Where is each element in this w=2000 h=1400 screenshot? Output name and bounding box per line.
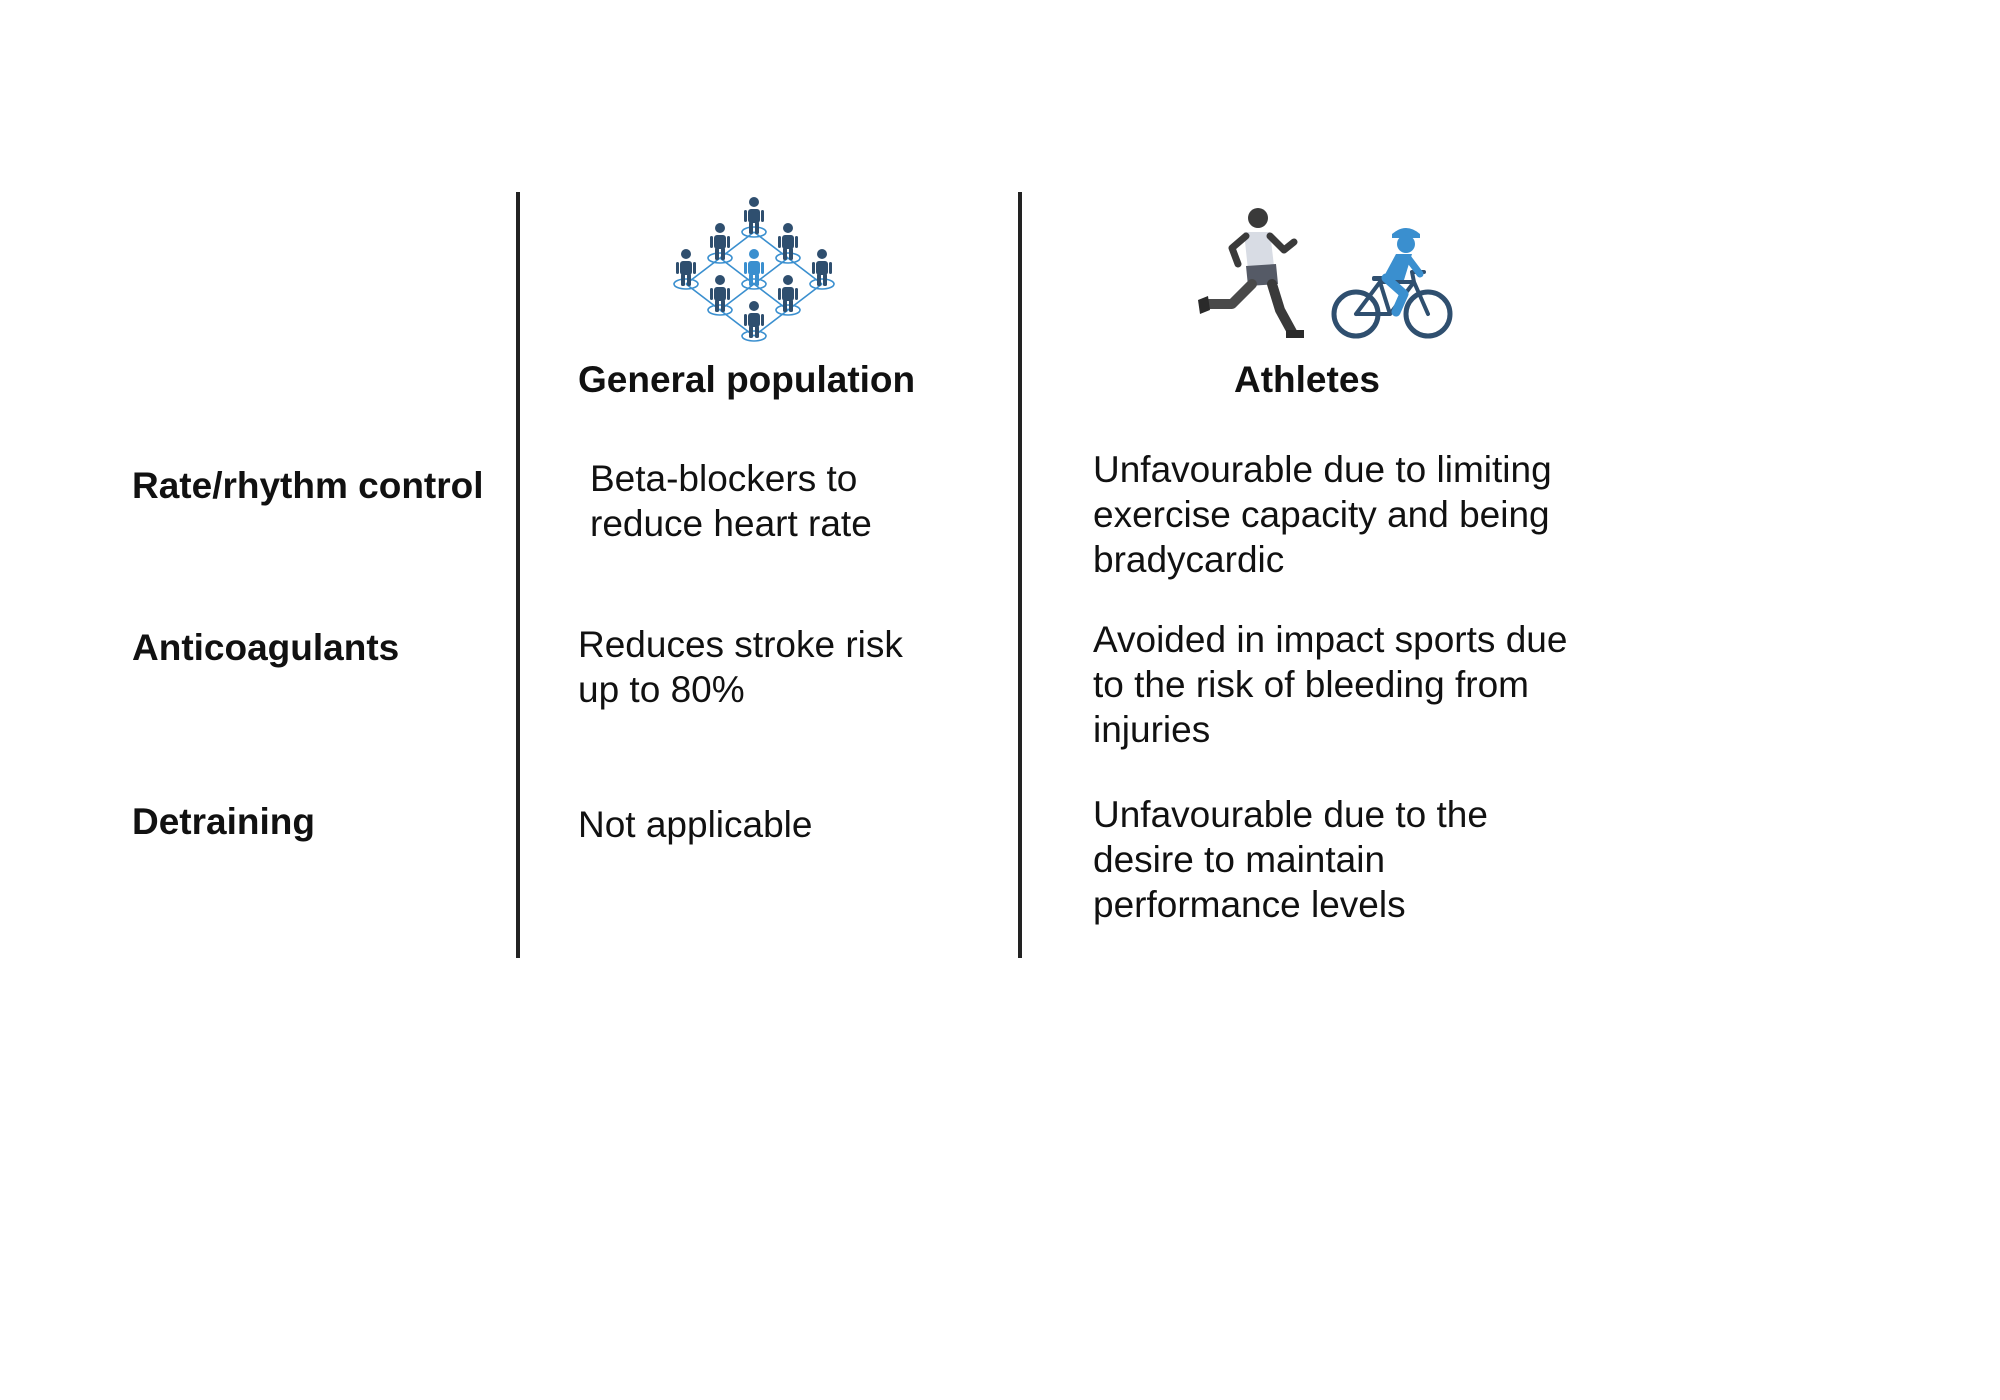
cell-text-line: desire to maintain bbox=[1093, 839, 1386, 880]
population-network-icon bbox=[672, 192, 836, 350]
row-label-rate-rhythm-control: Rate/rhythm control bbox=[132, 465, 484, 506]
cell-athletes-detraining bbox=[1093, 792, 1488, 927]
cell-text-line: Unfavourable due to the bbox=[1093, 794, 1488, 835]
cell-text-line: injuries bbox=[1093, 709, 1211, 750]
cell-text-line: Avoided in impact sports due bbox=[1093, 619, 1568, 660]
cell-text-line: to the risk of bleeding from bbox=[1093, 664, 1529, 705]
column-divider-left bbox=[516, 192, 520, 958]
runner-icon bbox=[1196, 204, 1306, 344]
column-header-general-population: General population bbox=[578, 359, 916, 400]
column-header-athletes: Athletes bbox=[1234, 359, 1380, 400]
cell-text-line: reduce heart rate bbox=[590, 503, 872, 544]
cell-text-line: Unfavourable due to limiting bbox=[1093, 449, 1552, 490]
cell-text-line: bradycardic bbox=[1093, 539, 1285, 580]
cell-text-line: Beta-blockers to bbox=[590, 458, 858, 499]
cell-text-line: Not applicable bbox=[578, 804, 813, 845]
row-label-anticoagulants: Anticoagulants bbox=[132, 627, 400, 668]
column-divider-right bbox=[1018, 192, 1022, 958]
cell-text-line: exercise capacity and being bbox=[1093, 494, 1550, 535]
cell-general-detraining bbox=[578, 802, 812, 847]
cell-text-line: performance levels bbox=[1093, 884, 1406, 925]
cell-general-anticoagulants bbox=[578, 622, 903, 712]
cell-athletes-anticoagulants bbox=[1093, 617, 1567, 752]
cell-text-line: up to 80% bbox=[578, 669, 745, 710]
cell-athletes-rate-rhythm bbox=[1093, 447, 1552, 582]
cyclist-icon bbox=[1330, 220, 1454, 344]
cell-text-line: Reduces stroke risk bbox=[578, 624, 903, 665]
row-label-detraining: Detraining bbox=[132, 801, 315, 842]
cell-general-rate-rhythm bbox=[590, 456, 872, 546]
